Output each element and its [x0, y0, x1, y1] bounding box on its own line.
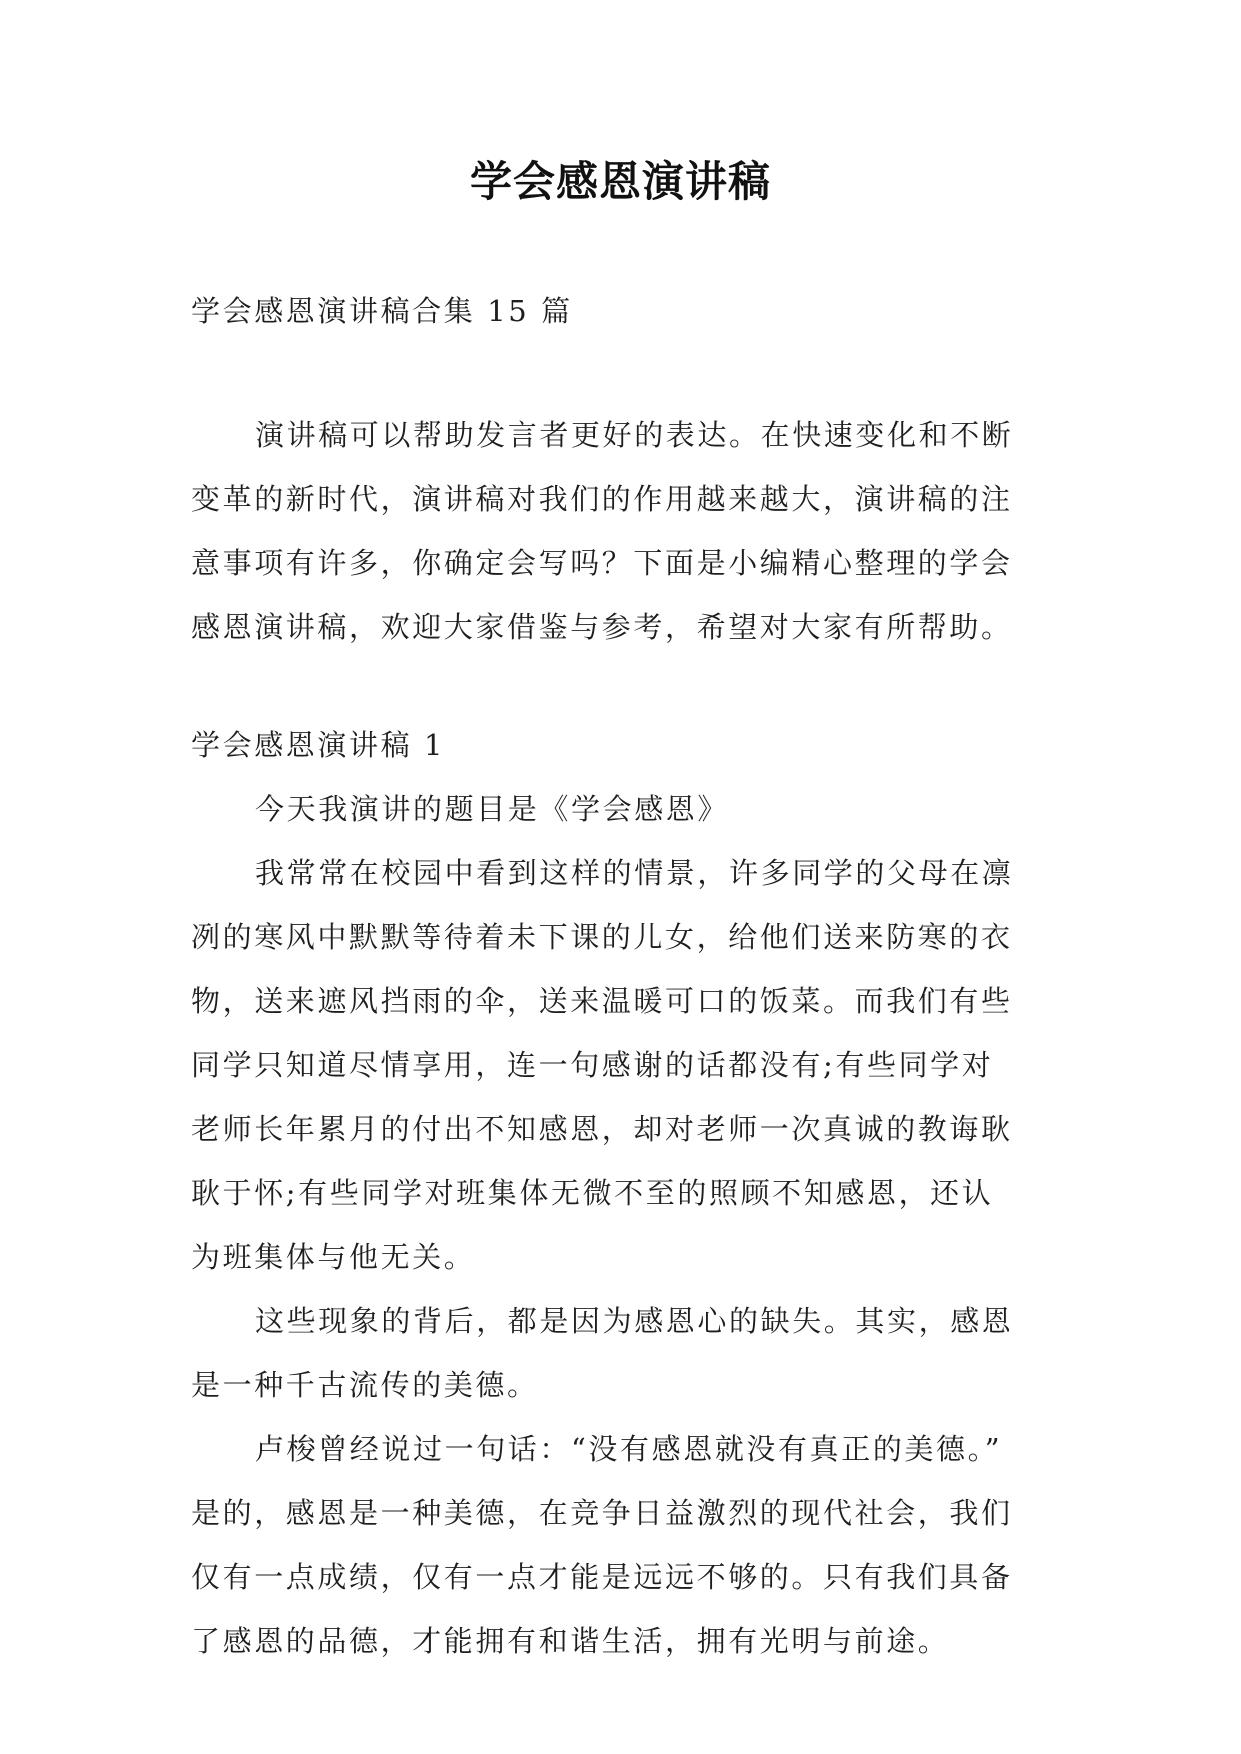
speech-paragraph-topic [191, 777, 1055, 841]
body-line: 了感恩的品德，才能拥有和谐生活，拥有光明与前途。 [191, 1624, 950, 1658]
intro-line: 演讲稿可以帮助发言者更好的表达。在快速变化和不断 [255, 418, 1014, 452]
speech-paragraph-scenes [191, 841, 1055, 1289]
document-body [191, 291, 1055, 1673]
body-line: 冽的寒风中默默等待着未下课的儿女，给他们送来防寒的衣 [191, 920, 1013, 954]
document-title: 学会感恩演讲稿 [469, 157, 771, 206]
body-line: 物，送来遮风挡雨的伞，送来温暖可口的饭菜。而我们有些 [191, 984, 1013, 1018]
body-line: 是的，感恩是一种美德，在竞争日益激烈的现代社会，我们 [191, 1496, 1013, 1530]
body-line: 耿于怀;有些同学对班集体无微不至的照顾不知感恩，还认 [191, 1176, 994, 1210]
collection-subtitle: 学会感恩演讲稿合集 15 篇 [191, 294, 573, 328]
body-line: 卢梭曾经说过一句话：“没有感恩就没有真正的美德。” [255, 1432, 1003, 1466]
intro-line: 意事项有许多，你确定会写吗？下面是小编精心整理的学会 [191, 546, 1013, 580]
section-heading: 学会感恩演讲稿 1 [191, 728, 446, 762]
intro-line: 变革的新时代，演讲稿对我们的作用越来越大，演讲稿的注 [191, 482, 1013, 516]
intro-line: 感恩演讲稿，欢迎大家借鉴与参考，希望对大家有所帮助。 [191, 610, 1013, 644]
body-line: 是一种千古流传的美德。 [191, 1368, 539, 1402]
speech-paragraph-rousseau [191, 1417, 1055, 1673]
body-line: 仅有一点成绩，仅有一点才能是远远不够的。只有我们具备 [191, 1560, 1013, 1594]
body-line: 今天我演讲的题目是《学会感恩》 [255, 792, 730, 826]
body-line: 为班集体与他无关。 [191, 1240, 476, 1274]
intro-paragraph [191, 403, 1055, 659]
body-line: 同学只知道尽情享用，连一句感谢的话都没有;有些同学对 [191, 1048, 994, 1082]
body-line: 这些现象的背后，都是因为感恩心的缺失。其实，感恩 [255, 1304, 1014, 1338]
body-line: 老师长年累月的付出不知感恩，却对老师一次真诚的教诲耿 [191, 1112, 1013, 1146]
body-line: 我常常在校园中看到这样的情景，许多同学的父母在凛 [255, 856, 1014, 890]
speech-paragraph-virtue [191, 1289, 1055, 1417]
